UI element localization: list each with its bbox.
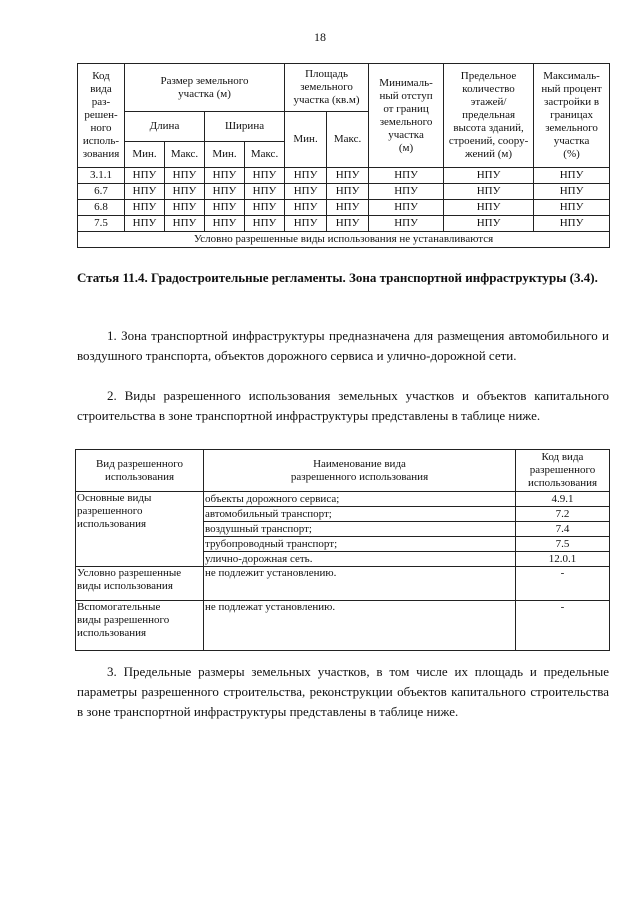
use-name-header: Наименование вида разрешенного использования xyxy=(204,450,516,492)
paragraph-2: 2. Виды разрешенного использования земельных участков и объектов капитального строительства в зоне транспортной инфраструктуры представлены в таблице ниже. xyxy=(77,388,609,423)
article-heading: Статья 11.4. Градостроительные регламенты. Зона транспортной инфраструктуры (3.4). xyxy=(77,270,598,285)
coverage-header: Максималь- ный процент застройки в границах земельного участка (%) xyxy=(534,64,610,168)
width-max-header: Макс. xyxy=(245,142,285,168)
size-header: Размер земельного участка (м) xyxy=(125,64,285,112)
floors-header: Предельное количество этажей/ предельная высота зданий, строений, соору- жений (м) xyxy=(444,64,534,168)
permitted-use-table xyxy=(75,449,610,651)
area-min-header: Мин. xyxy=(285,112,327,168)
use-type-header: Вид разрешенного использования xyxy=(76,450,204,492)
setback-header: Минималь- ный отступ от границ земельного участка (м) xyxy=(369,64,444,168)
table-row: воздушный транспорт; 7.4 xyxy=(76,522,610,537)
use-code-header: Код вида разрешенного использования xyxy=(516,450,610,492)
table-footer-note: Условно разрешенные виды использования не устанавливаются xyxy=(78,232,610,248)
table-row: 6.8 НПУ НПУ НПУ НПУ НПУ НПУ НПУ НПУ НПУ xyxy=(78,200,610,216)
page-number: 18 xyxy=(314,30,326,44)
length-max-header: Макс. xyxy=(165,142,205,168)
table-row: 3.1.1 НПУ НПУ НПУ НПУ НПУ НПУ НПУ НПУ НПУ xyxy=(78,168,610,184)
table-row: Условно разрешенные виды использования не подлежит установлению. - xyxy=(76,567,610,601)
table-row: Вспомогательные виды разрешенного использования не подлежат установлению. - xyxy=(76,601,610,651)
length-header: Длина xyxy=(125,112,205,142)
table-row: 7.5 НПУ НПУ НПУ НПУ НПУ НПУ НПУ НПУ НПУ xyxy=(78,216,610,232)
auxiliary-uses-label: Вспомогательные виды разрешенного использования xyxy=(76,601,204,651)
area-max-header: Макс. xyxy=(327,112,369,168)
table-row: автомобильный транспорт; 7.2 xyxy=(76,507,610,522)
paragraph-3: 3. Предельные размеры земельных участков, в том числе их площадь и предельные параметры разрешенного строительства, реконструкции объектов капитального строительства в зоне транспортной инфраструктуры представлены в таблице ниже. xyxy=(77,664,609,719)
code-header: Код вида раз- решен- ного исполь- зования xyxy=(78,64,125,168)
table-row: трубопроводный транспорт; 7.5 xyxy=(76,537,610,552)
table-row: Основные виды разрешенного использования объекты дорожного сервиса; 4.9.1 xyxy=(76,492,610,507)
table-row: 6.7 НПУ НПУ НПУ НПУ НПУ НПУ НПУ НПУ НПУ xyxy=(78,184,610,200)
width-header: Ширина xyxy=(205,112,285,142)
area-header: Площадь земельного участка (кв.м) xyxy=(285,64,369,112)
width-min-header: Мин. xyxy=(205,142,245,168)
length-min-header: Мин. xyxy=(125,142,165,168)
main-uses-label: Основные виды разрешенного использования xyxy=(76,492,204,567)
conditional-uses-label: Условно разрешенные виды использования xyxy=(76,567,204,601)
parameters-table-top xyxy=(77,63,610,248)
table-row: улично-дорожная сеть. 12.0.1 xyxy=(76,552,610,567)
paragraph-1: 1. Зона транспортной инфраструктуры предназначена для размещения автомобильного и воздушного транспорта, объектов дорожного сервиса и улично-дорожной сети. xyxy=(77,328,609,363)
